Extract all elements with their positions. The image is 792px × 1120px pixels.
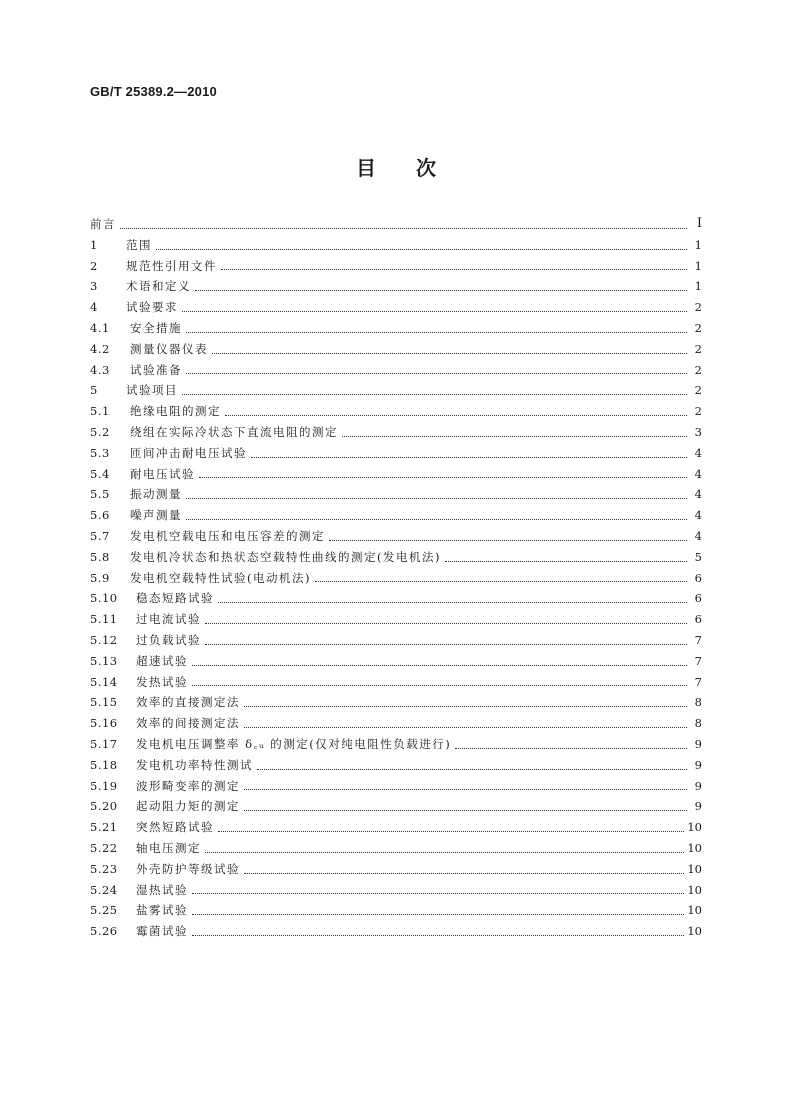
toc-entry-title: 绝缘电阻的测定 [130,404,221,419]
toc-entry-title: 起动阻力矩的测定 [136,799,240,814]
toc-dot-leader [445,561,687,562]
toc-entry-title: 绕组在实际冷状态下直流电阻的测定 [130,424,338,439]
toc-entry-page: 6 [694,570,702,585]
toc-entry-number: 5.14 [90,674,118,689]
toc-entry[interactable] [90,276,702,297]
toc-entry-page: 2 [694,383,702,398]
toc-entry[interactable] [90,692,702,713]
toc-entry-page: 8 [694,716,702,731]
toc-entry-title: 术语和定义 [126,279,191,294]
toc-entry-page: 2 [694,404,702,419]
toc-entry-number: 5.15 [90,695,118,710]
toc-entry[interactable] [90,464,702,485]
toc-dot-leader [244,706,687,707]
toc-entry[interactable] [90,256,702,277]
toc-dot-leader [244,810,687,811]
toc-entry[interactable] [90,755,702,776]
toc-entry-page: 9 [694,736,702,751]
toc-entry-title: 振动测量 [130,487,182,502]
toc-entry-page: 9 [694,778,702,793]
toc-dot-leader [120,228,687,229]
toc-entry-number: 5.12 [90,632,118,647]
toc-entry-title: 试验项目 [126,383,178,398]
toc-entry-number: 5.11 [90,612,118,627]
toc-dot-leader [156,249,687,250]
toc-dot-leader [329,540,687,541]
toc-entry[interactable] [90,859,702,880]
toc-dot-leader [225,415,687,416]
toc-entry-number: 5.9 [90,570,110,585]
toc-entry-page: 4 [694,508,702,523]
toc-entry-title: 盐雾试验 [136,903,188,918]
toc-dot-leader [186,498,687,499]
toc-entry[interactable] [90,588,702,609]
toc-dot-leader [455,748,687,749]
toc-entry-number: 4.2 [90,341,110,356]
toc-entry-number: 5.22 [90,840,118,855]
toc-entry-page: 10 [687,861,702,876]
toc-dot-leader [192,665,687,666]
toc-dot-leader [186,332,687,333]
toc-entry-page: 4 [694,445,702,460]
toc-entry-page: 10 [687,840,702,855]
toc-dot-leader [244,873,684,874]
toc-entry-title: 测量仪器仪表 [130,341,208,356]
toc-entry-page: 6 [694,612,702,627]
toc-entry[interactable] [90,505,702,526]
toc-entry-title: 规范性引用文件 [126,258,217,273]
toc-entry-title: 效率的间接测定法 [136,716,240,731]
toc-entry-number: 5.10 [90,591,118,606]
toc-entry-title: 发电机功率特性测试 [136,757,253,772]
toc-entry-page: 4 [694,528,702,543]
toc-entry-page: 8 [694,695,702,710]
toc-entry-page: 2 [694,300,702,315]
toc-entry-page: 9 [694,799,702,814]
toc-dot-leader [192,685,687,686]
table-of-contents [90,214,702,942]
toc-dot-leader [192,893,684,894]
toc-entry-number: 5.1 [90,404,110,419]
toc-entry-page: I [696,216,702,231]
toc-dot-leader [182,394,687,395]
toc-entry-page: 7 [694,653,702,668]
toc-dot-leader [192,935,684,936]
toc-entry-number: 5.13 [90,653,118,668]
toc-entry[interactable] [90,443,702,464]
toc-dot-leader [244,727,687,728]
toc-entry-title: 霉菌试验 [136,924,188,939]
toc-entry-title: 突然短路试验 [136,820,214,835]
toc-entry[interactable] [90,630,702,651]
toc-entry-number: 5.7 [90,528,110,543]
toc-entry-title: 发电机电压调整率 δ꜀ᵤ 的测定(仅对纯电阻性负载进行) [136,736,452,751]
toc-entry[interactable] [90,651,702,672]
toc-entry[interactable] [90,609,702,630]
toc-entry-number: 5.19 [90,778,118,793]
toc-entry-number: 5.3 [90,445,110,460]
toc-entry-title: 范围 [126,237,152,252]
toc-entry-title: 外壳防护等级试验 [136,861,240,876]
toc-entry-number: 4.1 [90,320,110,335]
toc-dot-leader [182,311,687,312]
toc-entry-page: 6 [694,591,702,606]
toc-entry-title: 试验要求 [126,300,178,315]
toc-entry[interactable] [90,339,702,360]
toc-entry-page: 7 [694,632,702,647]
toc-dot-leader [251,457,687,458]
toc-dot-leader [257,769,687,770]
toc-dot-leader [218,602,687,603]
toc-entry-number: 4 [90,300,98,315]
toc-entry-number: 5.20 [90,799,118,814]
toc-entry[interactable] [90,838,702,859]
toc-dot-leader [218,831,684,832]
document-code: GB/T 25389.2—2010 [90,84,217,99]
toc-entry-title: 匝间冲击耐电压试验 [130,445,247,460]
toc-entry-number: 5.24 [90,882,118,897]
toc-dot-leader [192,914,684,915]
toc-dot-leader [221,269,687,270]
toc-entry-title: 前言 [90,217,116,231]
toc-entry-page: 10 [687,924,702,939]
toc-entry-number: 5.25 [90,903,118,918]
toc-entry-title: 波形畸变率的测定 [136,778,240,793]
toc-dot-leader [205,852,684,853]
toc-entry-number: 5.17 [90,736,118,751]
toc-entry-number: 2 [90,258,98,273]
toc-entry-number: 5.26 [90,924,118,939]
toc-entry-page: 2 [694,320,702,335]
toc-entry-number: 3 [90,279,98,294]
toc-entry[interactable] [90,526,702,547]
toc-entry-page: 9 [694,757,702,772]
toc-entry-page: 10 [687,903,702,918]
toc-entry-number: 5.5 [90,487,110,502]
toc-dot-leader [342,436,687,437]
toc-entry-number: 5.4 [90,466,110,481]
toc-entry[interactable] [90,880,702,901]
toc-entry[interactable] [90,401,702,422]
toc-entry-page: 1 [694,258,702,273]
toc-entry[interactable] [90,672,702,693]
toc-entry-title: 稳态短路试验 [136,591,214,606]
toc-entry-page: 4 [694,466,702,481]
toc-entry[interactable] [90,547,702,568]
toc-entry-page: 2 [694,341,702,356]
toc-entry[interactable] [90,214,702,235]
toc-entry-number: 4.3 [90,362,110,377]
toc-dot-leader [244,789,687,790]
toc-entry-title: 效率的直接测定法 [136,695,240,710]
toc-entry[interactable] [90,776,702,797]
toc-entry-title: 超速试验 [136,653,188,668]
page-title: 目次 [356,156,476,180]
toc-entry-page: 10 [687,820,702,835]
toc-entry[interactable] [90,796,702,817]
toc-entry-page: 7 [694,674,702,689]
toc-entry-page: 10 [687,882,702,897]
toc-entry[interactable] [90,318,702,339]
toc-entry-page: 2 [694,362,702,377]
toc-entry[interactable] [90,713,702,734]
toc-entry-title: 过负载试验 [136,632,201,647]
toc-dot-leader [186,519,687,520]
toc-entry-title: 安全措施 [130,320,182,335]
toc-entry[interactable] [90,235,702,256]
toc-entry-title: 发电机空载特性试验(电动机法) [130,570,311,585]
toc-entry[interactable] [90,900,702,921]
toc-entry-page: 5 [694,549,702,564]
toc-entry-page: 3 [694,424,702,439]
toc-entry-title: 轴电压测定 [136,840,201,855]
toc-entry[interactable] [90,734,702,755]
toc-dot-leader [205,623,687,624]
toc-entry-number: 5.23 [90,861,118,876]
toc-entry-page: 1 [694,279,702,294]
toc-dot-leader [186,373,687,374]
toc-entry-title: 试验准备 [130,362,182,377]
toc-entry-title: 发热试验 [136,674,188,689]
toc-entry-number: 1 [90,237,98,252]
toc-entry[interactable] [90,817,702,838]
toc-entry[interactable] [90,297,702,318]
toc-dot-leader [212,353,687,354]
toc-entry-page: 4 [694,487,702,502]
toc-entry[interactable] [90,921,702,942]
toc-entry-title: 噪声测量 [130,508,182,523]
toc-entry-title: 耐电压试验 [130,466,195,481]
toc-entry-title: 发电机冷状态和热状态空载特性曲线的测定(发电机法) [130,549,441,564]
toc-entry-number: 5.16 [90,716,118,731]
toc-entry-number: 5.21 [90,820,118,835]
toc-entry[interactable] [90,422,702,443]
toc-entry[interactable] [90,380,702,401]
toc-dot-leader [195,290,687,291]
toc-dot-leader [205,644,687,645]
toc-entry-number: 5.6 [90,508,110,523]
toc-entry-title: 湿热试验 [136,882,188,897]
toc-dot-leader [199,477,687,478]
toc-entry[interactable] [90,568,702,589]
toc-entry-number: 5.2 [90,424,110,439]
toc-entry[interactable] [90,360,702,381]
toc-entry[interactable] [90,484,702,505]
toc-entry-title: 发电机空载电压和电压容差的测定 [130,528,325,543]
toc-entry-page: 1 [694,237,702,252]
toc-entry-number: 5.18 [90,757,118,772]
toc-entry-number: 5.8 [90,549,110,564]
toc-dot-leader [315,581,687,582]
toc-entry-number: 5 [90,383,98,398]
toc-entry-title: 过电流试验 [136,612,201,627]
